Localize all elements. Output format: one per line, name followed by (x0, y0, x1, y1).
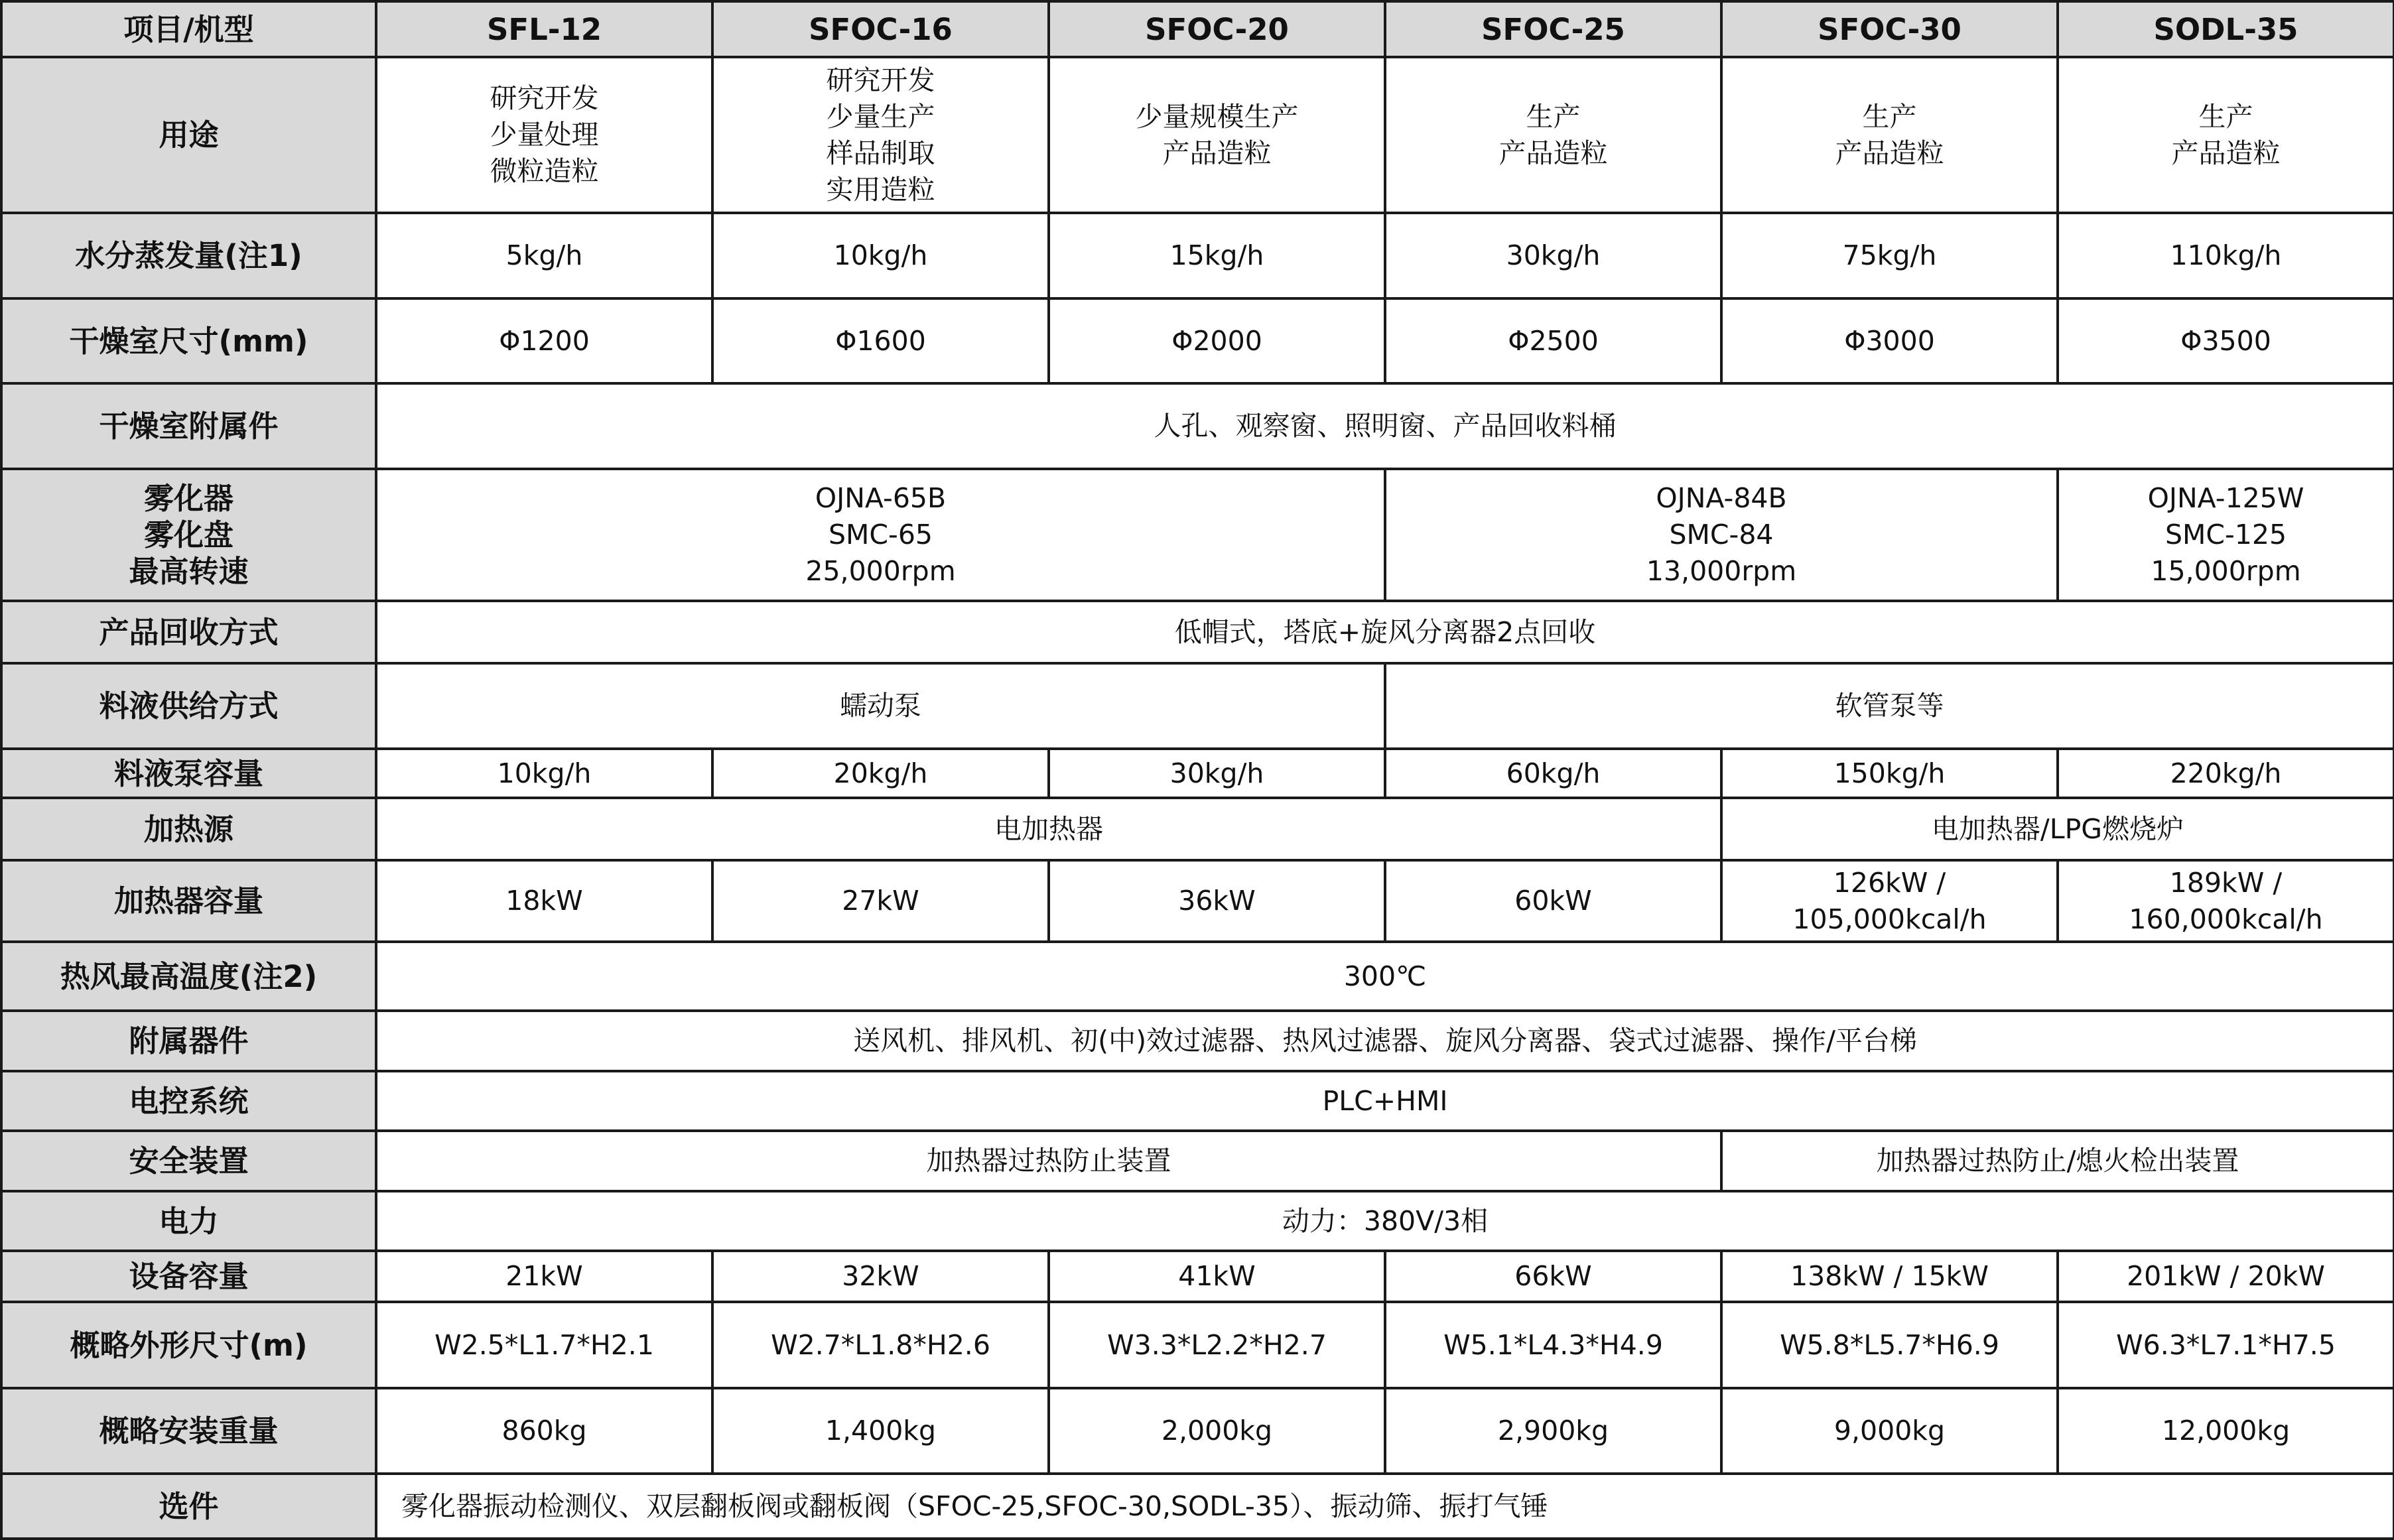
cell-max-temp: 300℃ (376, 942, 2394, 1011)
cell-chamber-size-sfl-12: Φ1200 (376, 298, 712, 383)
cell-dimensions-sfoc-30: W5.8*L5.7*H6.9 (1721, 1302, 2058, 1388)
cell-heater-capacity-sfoc-30: 126kW / 105,000kcal/h (1721, 860, 2058, 942)
cell-evaporation-sfoc-16: 10kg/h (712, 213, 1049, 298)
row-control (1, 1071, 2394, 1131)
header-sfoc-16: SFOC-16 (712, 1, 1049, 57)
cell-chamber-size-sfoc-20: Φ2000 (1049, 298, 1385, 383)
cell-feed-method-small: 蠕动泵 (376, 663, 1385, 749)
row-label-chamber-size: 干燥室尺寸(mm) (1, 298, 376, 383)
cell-chamber-size-sfoc-30: Φ3000 (1721, 298, 2058, 383)
row-usage (1, 57, 2394, 213)
cell-options: 雾化器振动检测仪、双层翻板阀或翻板阀（SFOC-25,SFOC-30,SODL-35）、振动筛、振打气锤 (376, 1474, 2394, 1539)
row-label-weight: 概略安装重量 (1, 1388, 376, 1474)
cell-recovery: 低帽式，塔底+旋风分离器2点回收 (376, 601, 2394, 663)
cell-pump-capacity-sfoc-16: 20kg/h (712, 749, 1049, 798)
header-sfoc-20: SFOC-20 (1049, 1, 1385, 57)
header-item-model: 项目/机型 (1, 1, 376, 57)
cell-equipment-capacity-sfoc-16: 32kW (712, 1251, 1049, 1302)
cell-evaporation-sfoc-25: 30kg/h (1385, 213, 1721, 298)
cell-equipment-capacity-sfoc-30: 138kW / 15kW (1721, 1251, 2058, 1302)
cell-weight-sfoc-16: 1,400kg (712, 1388, 1049, 1474)
row-label-atomizer: 雾化器 雾化盘 最高转速 (1, 469, 376, 601)
row-heater-capacity (1, 860, 2394, 942)
row-weight (1, 1388, 2394, 1474)
row-recovery (1, 601, 2394, 663)
row-atomizer (1, 469, 2394, 601)
cell-evaporation-sfoc-30: 75kg/h (1721, 213, 2058, 298)
row-label-evaporation: 水分蒸发量(注1) (1, 213, 376, 298)
row-label-max-temp: 热风最高温度(注2) (1, 942, 376, 1011)
row-pump-capacity (1, 749, 2394, 798)
cell-pump-capacity-sfoc-25: 60kg/h (1385, 749, 1721, 798)
cell-safety-standard: 加热器过热防止装置 (376, 1131, 1721, 1191)
cell-evaporation-sfl-12: 5kg/h (376, 213, 712, 298)
cell-atomizer-large: OJNA-125W SMC-125 15,000rpm (2058, 469, 2394, 601)
header-sfl-12: SFL-12 (376, 1, 712, 57)
cell-dimensions-sfl-12: W2.5*L1.7*H2.1 (376, 1302, 712, 1388)
row-chamber-accessories (1, 383, 2394, 469)
row-label-usage: 用途 (1, 57, 376, 213)
cell-equipment-capacity-sfl-12: 21kW (376, 1251, 712, 1302)
cell-usage-sfoc-20: 少量规模生产 产品造粒 (1049, 57, 1385, 213)
row-accessories (1, 1011, 2394, 1071)
row-safety (1, 1131, 2394, 1191)
cell-control: PLC+HMI (376, 1071, 2394, 1131)
cell-dimensions-sfoc-16: W2.7*L1.8*H2.6 (712, 1302, 1049, 1388)
cell-usage-sfoc-30: 生产 产品造粒 (1721, 57, 2058, 213)
cell-weight-sfoc-20: 2,000kg (1049, 1388, 1385, 1474)
cell-heater-capacity-sfl-12: 18kW (376, 860, 712, 942)
cell-equipment-capacity-sfoc-20: 41kW (1049, 1251, 1385, 1302)
row-chamber-size (1, 298, 2394, 383)
row-label-feed-method: 料液供给方式 (1, 663, 376, 749)
cell-chamber-accessories: 人孔、观察窗、照明窗、产品回收料桶 (376, 383, 2394, 469)
row-power (1, 1191, 2394, 1251)
cell-power: 动力：380V/3相 (376, 1191, 2394, 1251)
cell-heater-capacity-sfoc-16: 27kW (712, 860, 1049, 942)
cell-feed-method-large: 软管泵等 (1385, 663, 2394, 749)
cell-weight-sfoc-25: 2,900kg (1385, 1388, 1721, 1474)
cell-pump-capacity-sfl-12: 10kg/h (376, 749, 712, 798)
cell-pump-capacity-sfoc-30: 150kg/h (1721, 749, 2058, 798)
row-label-options: 选件 (1, 1474, 376, 1539)
cell-heat-source-electric: 电加热器 (376, 798, 1721, 860)
row-label-heater-capacity: 加热器容量 (1, 860, 376, 942)
row-label-pump-capacity: 料液泵容量 (1, 749, 376, 798)
cell-pump-capacity-sfoc-20: 30kg/h (1049, 749, 1385, 798)
cell-atomizer-medium: OJNA-84B SMC-84 13,000rpm (1385, 469, 2058, 601)
header-sfoc-30: SFOC-30 (1721, 1, 2058, 57)
header-sodl-35: SODL-35 (2058, 1, 2394, 57)
row-label-heat-source: 加热源 (1, 798, 376, 860)
row-label-chamber-accessories: 干燥室附属件 (1, 383, 376, 469)
row-heat-source (1, 798, 2394, 860)
cell-atomizer-small: OJNA-65B SMC-65 25,000rpm (376, 469, 1385, 601)
row-label-control: 电控系统 (1, 1071, 376, 1131)
cell-chamber-size-sodl-35: Φ3500 (2058, 298, 2394, 383)
cell-usage-sfl-12: 研究开发 少量处理 微粒造粒 (376, 57, 712, 213)
cell-weight-sfoc-30: 9,000kg (1721, 1388, 2058, 1474)
row-label-power: 电力 (1, 1191, 376, 1251)
cell-accessories: 送风机、排风机、初(中)效过滤器、热风过滤器、旋风分离器、袋式过滤器、操作/平台梯 (376, 1011, 2394, 1071)
cell-usage-sfoc-25: 生产 产品造粒 (1385, 57, 1721, 213)
cell-usage-sfoc-16: 研究开发 少量生产 样品制取 实用造粒 (712, 57, 1049, 213)
cell-chamber-size-sfoc-25: Φ2500 (1385, 298, 1721, 383)
cell-pump-capacity-sodl-35: 220kg/h (2058, 749, 2394, 798)
cell-evaporation-sfoc-20: 15kg/h (1049, 213, 1385, 298)
row-evaporation (1, 213, 2394, 298)
cell-weight-sodl-35: 12,000kg (2058, 1388, 2394, 1474)
row-options (1, 1474, 2394, 1539)
header-sfoc-25: SFOC-25 (1385, 1, 1721, 57)
row-max-temp (1, 942, 2394, 1011)
header-row (1, 1, 2394, 57)
row-label-safety: 安全装置 (1, 1131, 376, 1191)
cell-heater-capacity-sfoc-25: 60kW (1385, 860, 1721, 942)
cell-dimensions-sfoc-25: W5.1*L4.3*H4.9 (1385, 1302, 1721, 1388)
row-dimensions (1, 1302, 2394, 1388)
cell-safety-flameout: 加热器过热防止/熄火检出装置 (1721, 1131, 2394, 1191)
cell-heater-capacity-sfoc-20: 36kW (1049, 860, 1385, 942)
row-equipment-capacity (1, 1251, 2394, 1302)
row-label-equipment-capacity: 设备容量 (1, 1251, 376, 1302)
cell-usage-sodl-35: 生产 产品造粒 (2058, 57, 2394, 213)
cell-dimensions-sodl-35: W6.3*L7.1*H7.5 (2058, 1302, 2394, 1388)
row-label-dimensions: 概略外形尺寸(m) (1, 1302, 376, 1388)
cell-evaporation-sodl-35: 110kg/h (2058, 213, 2394, 298)
cell-dimensions-sfoc-20: W3.3*L2.2*H2.7 (1049, 1302, 1385, 1388)
row-label-recovery: 产品回收方式 (1, 601, 376, 663)
cell-weight-sfl-12: 860kg (376, 1388, 712, 1474)
row-label-accessories: 附属器件 (1, 1011, 376, 1071)
cell-chamber-size-sfoc-16: Φ1600 (712, 298, 1049, 383)
cell-equipment-capacity-sodl-35: 201kW / 20kW (2058, 1251, 2394, 1302)
row-feed-method (1, 663, 2394, 749)
cell-heater-capacity-sodl-35: 189kW / 160,000kcal/h (2058, 860, 2394, 942)
cell-equipment-capacity-sfoc-25: 66kW (1385, 1251, 1721, 1302)
cell-heat-source-lpg: 电加热器/LPG燃烧炉 (1721, 798, 2394, 860)
